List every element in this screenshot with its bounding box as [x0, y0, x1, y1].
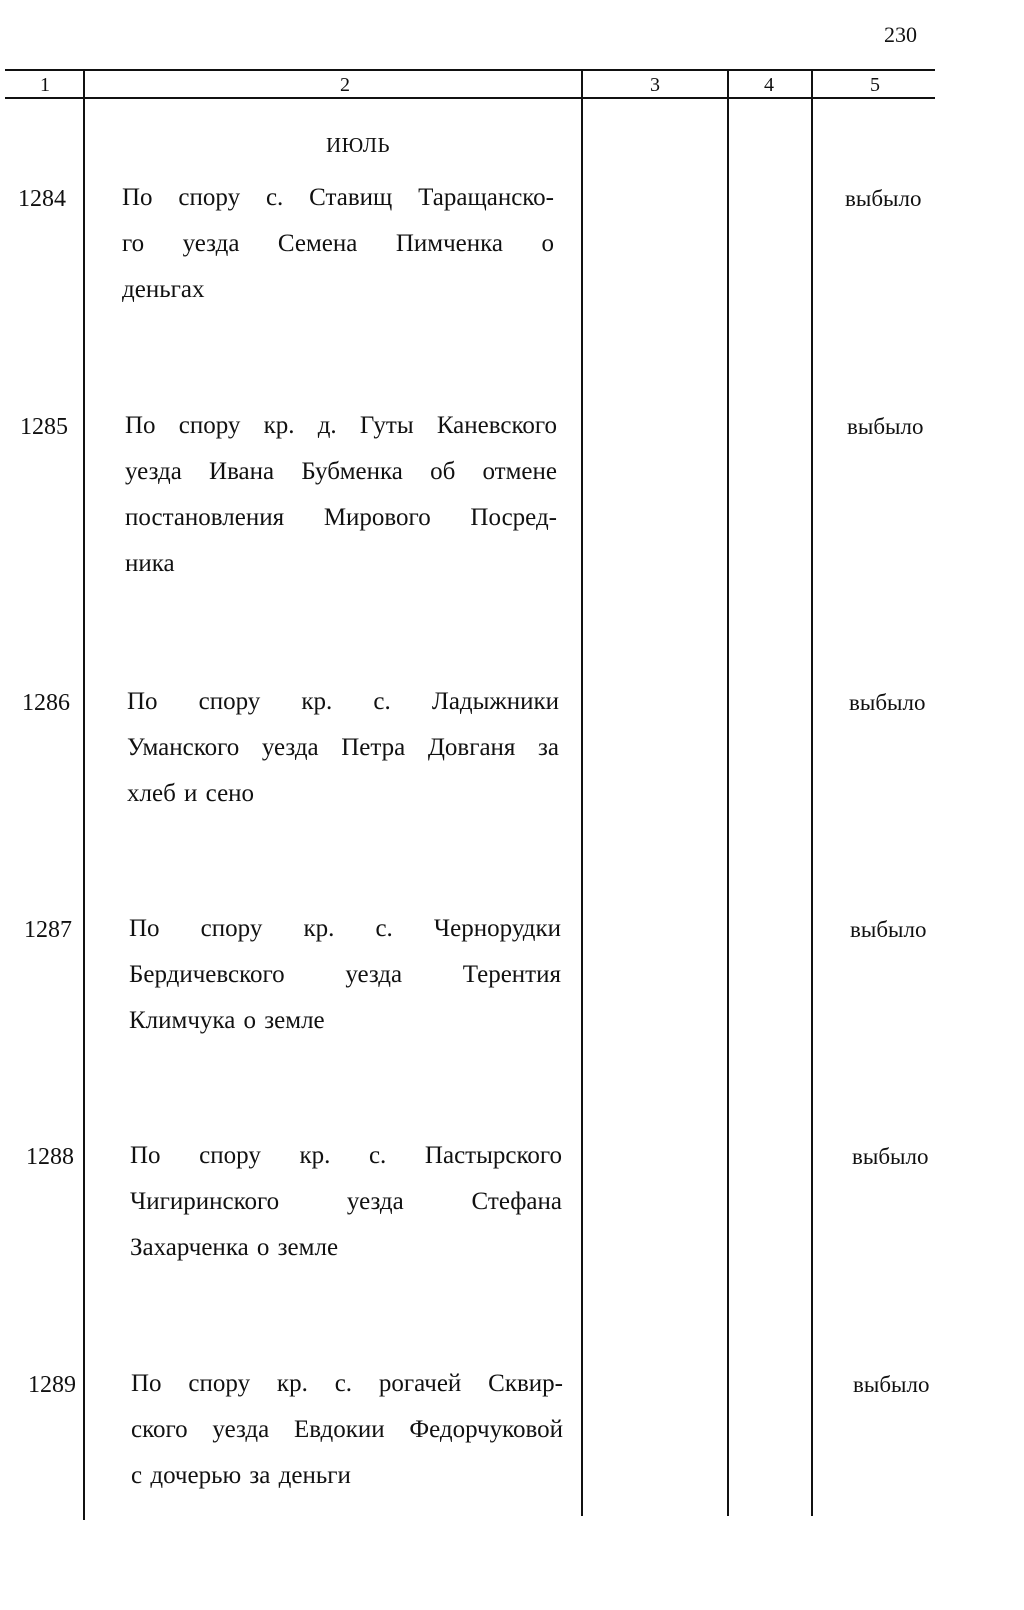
description-line: ского уезда Евдокии Федорчуковой — [131, 1416, 563, 1443]
entry-number: 1287 — [24, 917, 72, 943]
header-bottom-rule — [5, 97, 935, 99]
entry-description — [127, 679, 559, 817]
column-divider-1-2 — [83, 70, 85, 1520]
entry-status: выбыло — [853, 1372, 930, 1397]
description-line: По спору кр. с. рогачей Сквир- — [131, 1370, 563, 1397]
description-line: По спору кр. с. Пастырского — [130, 1142, 562, 1169]
header-top-rule — [5, 69, 935, 71]
description-line: постановления Мирового Посред- — [125, 504, 557, 531]
description-line: Чигиринского уезда Стефана — [130, 1188, 562, 1215]
description-line: деньгах — [122, 276, 205, 303]
description-line: По спору кр. с. Ладыжники — [127, 688, 559, 715]
description-line: Уманского уезда Петра Довганя за — [127, 734, 559, 761]
column-header-5: 5 — [870, 74, 880, 96]
entry-number: 1286 — [22, 690, 70, 716]
description-line: уезда Ивана Бубменка об отмене — [125, 458, 557, 485]
description-line: Бердичевского уезда Терентия — [129, 961, 561, 988]
entry-status: выбыло — [847, 414, 924, 439]
month-heading: ИЮЛЬ — [326, 133, 391, 157]
entry-status: выбыло — [849, 690, 926, 715]
entry-number: 1289 — [28, 1372, 76, 1398]
entry-description — [125, 403, 557, 587]
entry-status: выбыло — [845, 186, 922, 211]
column-divider-2-3 — [581, 70, 583, 1516]
entry-number: 1288 — [26, 1144, 74, 1170]
entry-description — [122, 175, 554, 313]
entry-status: выбыло — [850, 917, 927, 942]
entry-description — [130, 1133, 562, 1271]
description-line: с дочерью за деньги — [131, 1462, 351, 1489]
description-line: го уезда Семена Пимченка о — [122, 230, 554, 257]
entry-number: 1285 — [20, 414, 68, 440]
description-line: ника — [125, 550, 175, 577]
column-header-1: 1 — [40, 74, 50, 96]
column-header-4: 4 — [764, 74, 774, 96]
description-line: хлеб и сено — [127, 780, 255, 807]
page-number: 230 — [884, 22, 917, 47]
column-header-3: 3 — [650, 74, 660, 96]
description-line: По спору с. Ставищ Таращанско- — [122, 184, 554, 211]
entry-description — [129, 906, 561, 1044]
entry-number: 1284 — [18, 186, 66, 212]
entry-description — [131, 1361, 563, 1499]
description-line: Климчука о земле — [129, 1007, 325, 1034]
column-divider-4-5 — [811, 70, 813, 1516]
description-line: Захарченка о земле — [130, 1234, 339, 1261]
entry-status: выбыло — [852, 1144, 929, 1169]
description-line: По спору кр. с. Чернорудки — [129, 915, 561, 942]
column-divider-3-4 — [727, 70, 729, 1516]
description-line: По спору кр. д. Гуты Каневского — [125, 412, 557, 439]
column-header-2: 2 — [340, 74, 350, 96]
